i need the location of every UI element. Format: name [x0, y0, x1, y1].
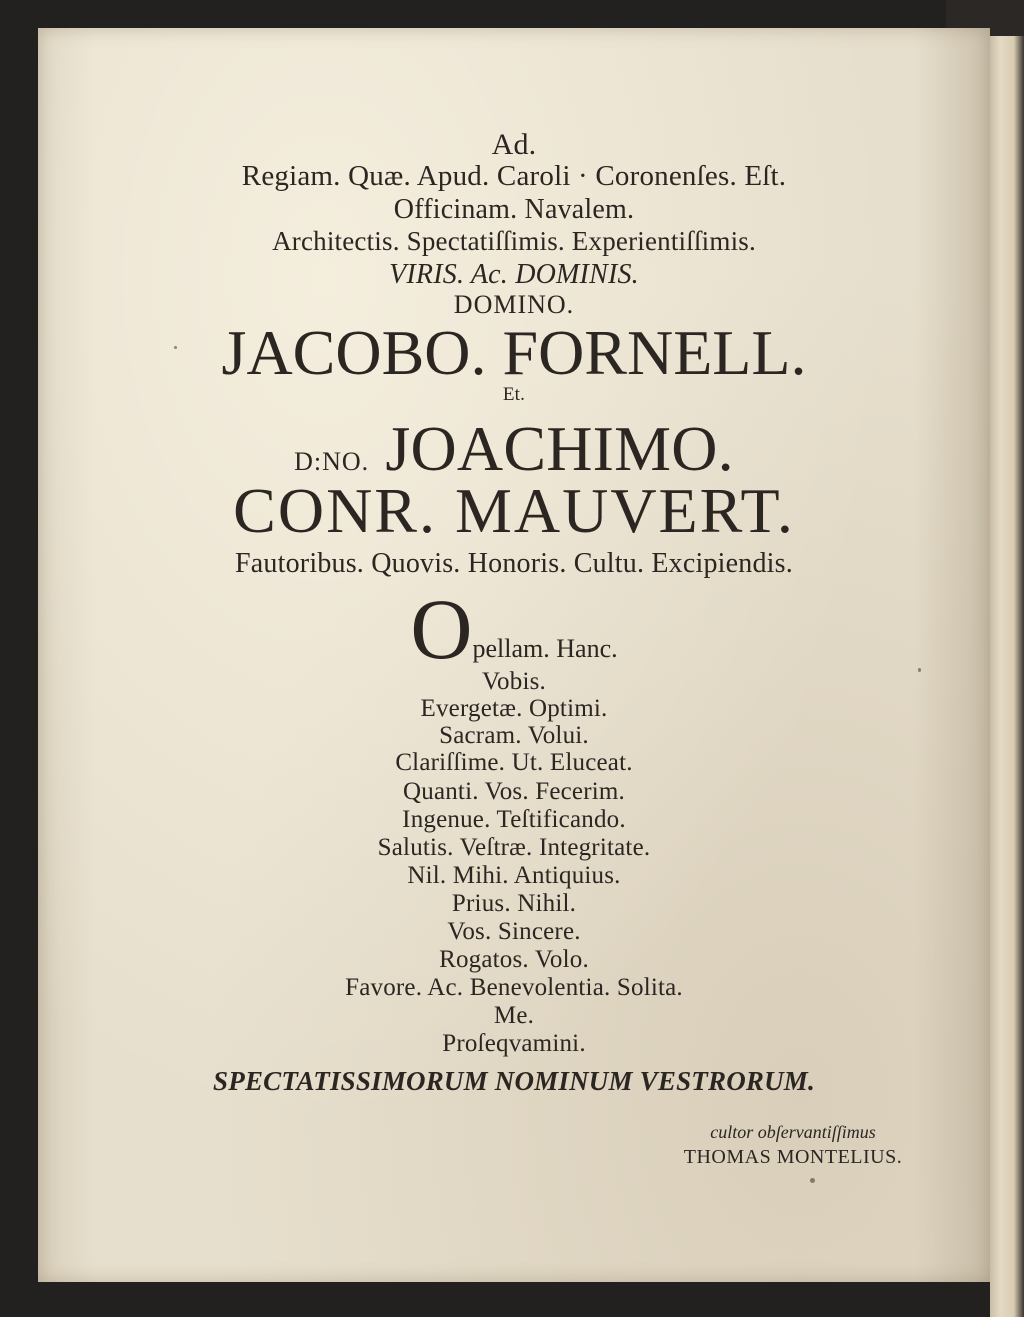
- joachimo-text: JOACHIMO.: [385, 413, 734, 484]
- body-line: Evergetæ. Optimi.: [420, 695, 608, 722]
- first-line-text: pellam. Hanc.: [472, 634, 618, 663]
- body-line: Clariſſime. Ut. Eluceat.: [395, 749, 633, 776]
- dedicatee-name-conr-mauvert: CONR. MAUVERT.: [233, 475, 795, 546]
- body-line: Rogatos. Volo.: [439, 946, 589, 973]
- ink-speck: [810, 1178, 815, 1183]
- body-line: Quanti. Vos. Fecerim.: [402, 778, 625, 805]
- ink-speck: [918, 668, 921, 672]
- drop-cap: O: [410, 581, 473, 677]
- document-page: [38, 28, 990, 1282]
- body-line: Sacram. Volui.: [439, 722, 589, 749]
- dedication-line-regiam: Regiam. Quæ. Apud. Caroli · Coronenſes. Eſt.: [241, 160, 787, 192]
- body-line: Salutis. Veſtræ. Integritate.: [377, 834, 651, 861]
- body-line: Prius. Nihil.: [451, 890, 577, 917]
- dedication-line-fautoribus: Fautoribus. Quovis. Honoris. Cultu. Excipiendis.: [235, 548, 793, 579]
- closing-line: SPECTATISSIMORUM NOMINUM VESTRORUM.: [213, 1066, 815, 1096]
- body-line: Proſeqvamini.: [442, 1030, 586, 1057]
- dedicatee-name-jacobo-fornell: JACOBO. FORNELL.: [221, 317, 807, 388]
- body-line: Vos. Sincere.: [447, 918, 581, 945]
- next-page-edge: [990, 0, 1024, 1317]
- signature-cultor: cultor obſervantiſſimus: [710, 1122, 876, 1142]
- signature-name: THOMAS MONTELIUS.: [683, 1146, 903, 1168]
- dno-prefix: D:NO.: [294, 447, 370, 476]
- body-first-line: [38, 581, 990, 677]
- dedication-ad: Ad.: [491, 128, 537, 161]
- body-line: Nil. Mihi. Antiquius.: [407, 862, 621, 889]
- dedication-line-officinam: Officinam. Navalem.: [393, 194, 635, 225]
- body-line: Favore. Ac. Benevolentia. Solita.: [345, 974, 683, 1001]
- dedication-et: Et.: [502, 384, 526, 405]
- dedication-line-viris: VIRIS. Ac. DOMINIS.: [389, 259, 639, 290]
- body-line: Me.: [493, 1002, 535, 1029]
- body-line: Vobis.: [482, 668, 546, 695]
- dedication-line-architectis: Architectis. Spectatiſſimis. Experientiſſimis.: [272, 226, 756, 256]
- dedication-line-domino: DOMINO.: [453, 290, 575, 319]
- ink-speck: [174, 346, 177, 349]
- body-line: Ingenue. Teſtificando.: [402, 806, 626, 833]
